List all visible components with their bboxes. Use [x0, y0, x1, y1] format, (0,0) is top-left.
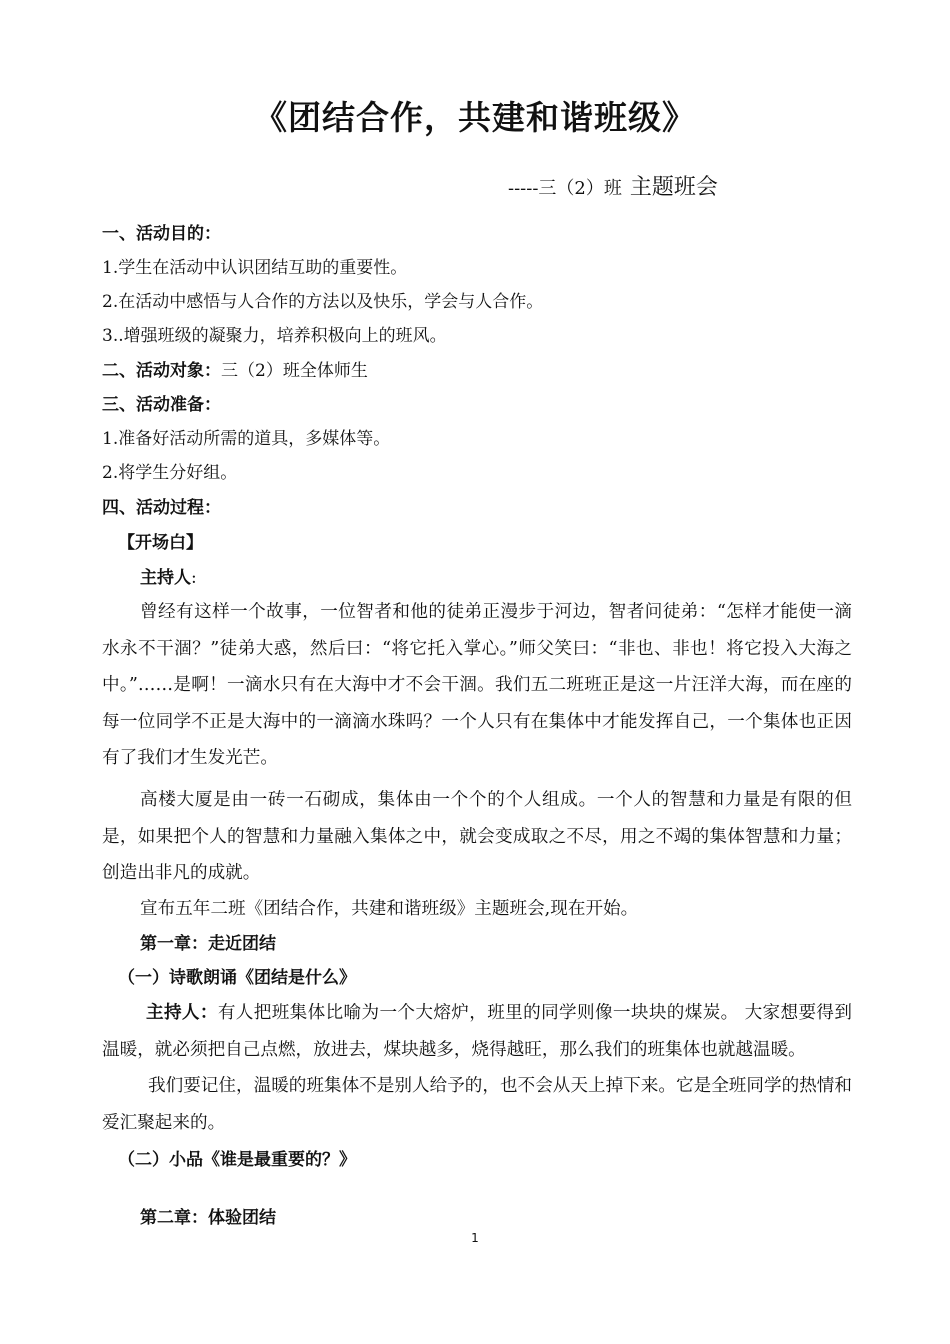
- section-heading-process: 四、活动过程：: [102, 498, 221, 518]
- chapter-1-heading: 第一章：走近团结: [140, 934, 276, 954]
- paragraph-collective: 高楼大厦是由一砖一石砌成，集体由一个个的个人组成。一个人的智慧和力量是有限的但是，如果把个人的智慧和力量融入集体之中，就会变成取之不尽，用之不竭的集体智慧和力量；创造出非凡的成就。: [102, 790, 852, 883]
- paragraph-announce: 宣布五年二班《团结合作，共建和谐班级》主题班会,现在开始。: [140, 899, 639, 919]
- purpose-item-3: 3..增强班级的凝聚力，培养积极向上的班风。: [102, 326, 447, 346]
- subtitle-label: 主题班会: [629, 175, 718, 200]
- section-heading-purpose: 一、活动目的：: [102, 224, 221, 244]
- host-name: 主持人: [140, 568, 191, 588]
- host-label: [140, 566, 197, 590]
- audience-value: 三（2）班全体师生: [221, 361, 368, 381]
- purpose-item-2: 2.在活动中感悟与人合作的方法以及快乐，学会与人合作。: [102, 292, 544, 312]
- section-heading-audience: 二、活动对象：: [102, 361, 221, 381]
- section-heading-preparation: 三、活动准备：: [102, 395, 221, 415]
- chapter-1-sub-1: （一）诗歌朗诵《团结是什么》: [118, 968, 356, 988]
- opening-heading: 【开场白】: [118, 533, 203, 553]
- host-label-2: 主持人：: [146, 1003, 218, 1023]
- paragraph-furnace: [102, 995, 852, 1068]
- preparation-item-2: 2.将学生分好组。: [102, 463, 238, 483]
- document-subtitle: [508, 170, 718, 201]
- paragraph-story: 曾经有这样一个故事，一位智者和他的徒弟正漫步于河边，智者问徒弟：“怎样才能使一滴水永不干涸？”徒弟大惑，然后曰：“将它托入掌心。”师父笑曰：“非也、非也！将它投入大海之中。”……是啊！一滴水只有在大海中才不会干涸。我们五二班班正是这一片汪洋大海，而在座的每一位同学不正是大海中的一滴滴水珠吗？一个人只有在集体中才能发挥自己，一个集体也正因有了我们才生发光芒。: [102, 602, 852, 768]
- preparation-item-1: 1.准备好活动所需的道具，多媒体等。: [102, 429, 391, 449]
- paragraph-furnace-text: 有人把班集体比喻为一个大熔炉，班里的同学则像一块块的煤炭。 大家想要得到温暖，就必须把自己点燃，放进去，煤块越多，烧得越旺，那么我们的班集体也就越温暖。: [102, 1003, 852, 1060]
- host-colon: :: [191, 568, 197, 588]
- chapter-2-heading: 第二章：体验团结: [140, 1208, 276, 1228]
- page-number: 1: [471, 1231, 479, 1245]
- chapter-1-sub-2: （二）小品《谁是最重要的？》: [118, 1150, 356, 1170]
- paragraph-warmth: 我们要记住，温暖的班集体不是别人给予的，也不会从天上掉下来。它是全班同学的热情和爱汇聚起来的。: [102, 1076, 852, 1133]
- subtitle-class: -----三（2）班: [508, 178, 622, 199]
- section-audience: [102, 359, 368, 383]
- document-title: 《团结合作，共建和谐班级》: [254, 98, 696, 137]
- purpose-item-1: 1.学生在活动中认识团结互助的重要性。: [102, 258, 408, 278]
